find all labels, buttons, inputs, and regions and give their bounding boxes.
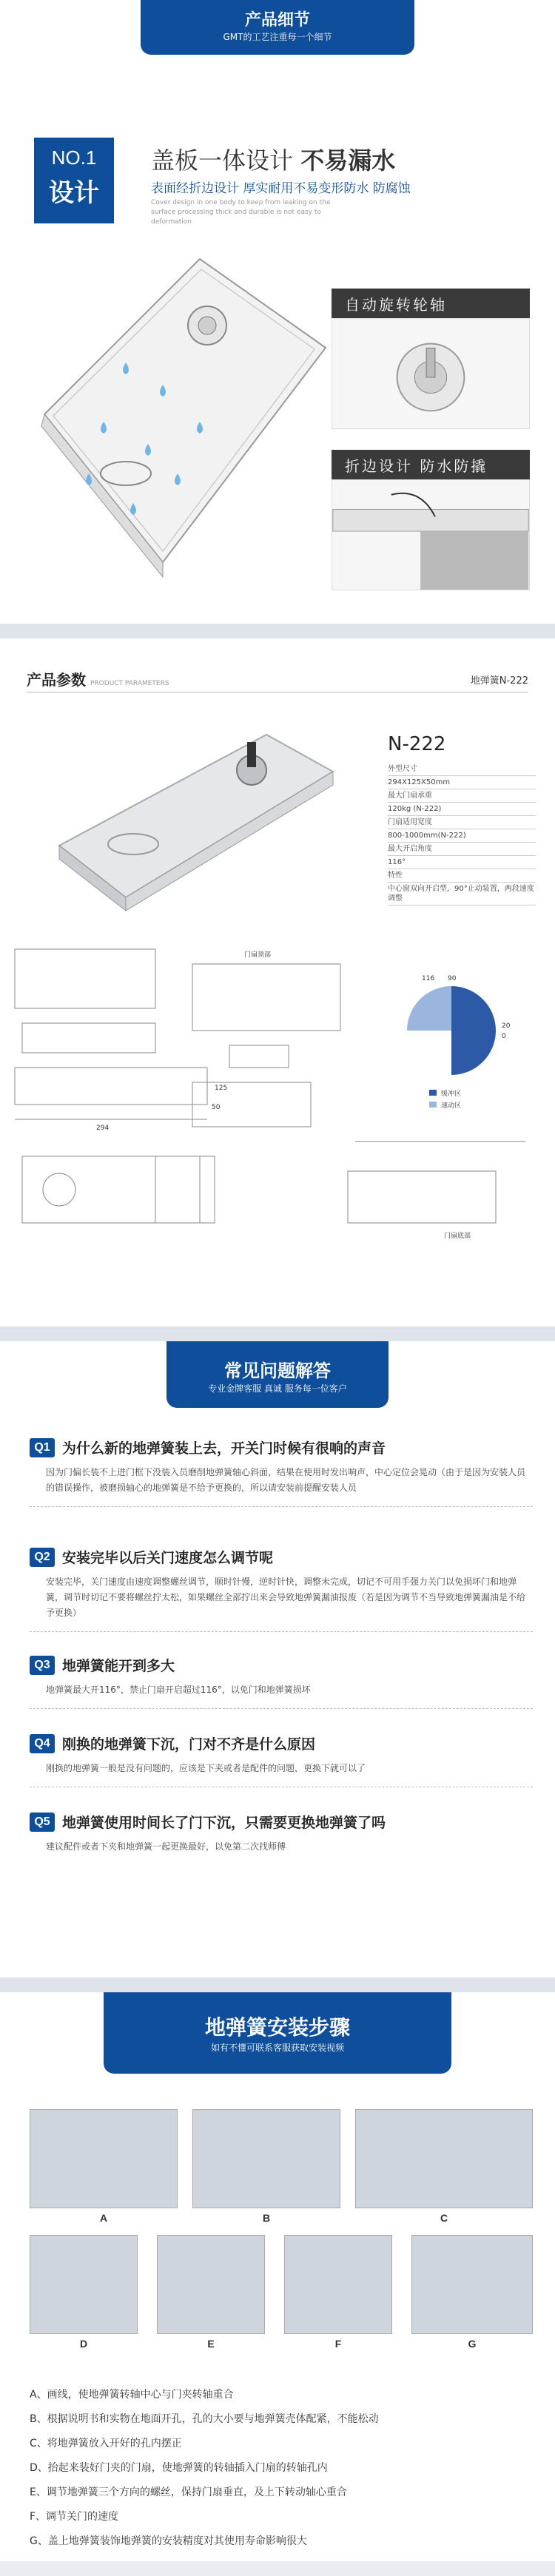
question-text: 地弹簧能开到多大 bbox=[62, 1658, 175, 1674]
spec-item: 中心窗双向开启型，90°止动装置，两段速度调整 bbox=[388, 883, 536, 906]
install-photo bbox=[30, 2109, 178, 2224]
cover-plate-illustration bbox=[15, 252, 333, 599]
section-banner bbox=[141, 0, 414, 55]
section-subtitle: 专业金牌客服 真诚 服务每一位客户 bbox=[208, 1383, 347, 1394]
divider bbox=[30, 1506, 533, 1507]
question-text: 地弹簧使用时间长了门下沉，只需要更换地弹簧了吗 bbox=[62, 1815, 386, 1831]
dimension-294: 294 bbox=[96, 1125, 110, 1132]
question-text: 刚换的地弹簧下沉，门对不齐是什么原因 bbox=[62, 1736, 316, 1753]
headline-part-b: 不易漏水 bbox=[300, 146, 396, 175]
spec-list bbox=[388, 763, 536, 906]
photo-label: F bbox=[334, 2338, 342, 2350]
install-step: D、抬起来装好门夹的门扇，使地弹簧的转轴插入门扇的转轴孔内 bbox=[30, 2462, 328, 2474]
feature-subheadline: 表面经折边设计 厚实耐用不易变形防水 防腐蚀 bbox=[151, 181, 411, 196]
spec-item: 外型尺寸 bbox=[388, 763, 536, 776]
faq-item bbox=[30, 1812, 533, 1855]
door-bottom-label: 门扇底部 bbox=[444, 1233, 471, 1240]
headline-part-a: 盖板一体设计 bbox=[151, 146, 301, 175]
faq-item bbox=[30, 1437, 533, 1507]
spec-item: 294X125X50mm bbox=[388, 776, 536, 789]
section-separator bbox=[0, 1977, 555, 1992]
section-subtitle: 如有不懂可联系客服获取安装视频 bbox=[210, 2043, 344, 2053]
divider bbox=[30, 1631, 533, 1632]
model-number: N-222 bbox=[388, 733, 446, 755]
section-banner bbox=[166, 1341, 388, 1408]
number-word: 设计 bbox=[49, 178, 99, 208]
answer-text: 安装完毕，关门速度由速度调整螺丝调节，顺时针慢，逆时针快，调整未完成，切记不可用手强力关门以免损坏门和地弹簧，调节时切记不要将螺丝拧太松，如果螺丝全部拧出来会导致地弹簧漏油报废（若是因为调节不当导致地弹簧漏油是不给予更换） bbox=[46, 1577, 526, 1618]
legend-speed: 速动区 bbox=[441, 1102, 462, 1110]
feature-headline bbox=[151, 142, 395, 176]
divider bbox=[30, 1708, 533, 1709]
faq-item bbox=[30, 1655, 533, 1709]
door-top-label: 门扇顶部 bbox=[244, 951, 272, 959]
spec-item: 116° bbox=[388, 856, 536, 869]
dimension-125: 125 bbox=[215, 1085, 228, 1092]
feature-english-caption: Cover design in one body to keep from leaking on the surface processing thick and durable is not easy to deformation bbox=[151, 199, 331, 226]
spec-item: 门扇适用宽度 bbox=[388, 816, 536, 829]
install-photo bbox=[157, 2235, 265, 2350]
axle-closeup-image bbox=[332, 318, 530, 429]
answer-text: 刚换的地弹簧一般是没有问题的，应该是下夹或者是配件的问题，更换下就可以了 bbox=[46, 1763, 366, 1773]
spec-item: 120kg (N-222) bbox=[388, 803, 536, 816]
question-badge: Q3 bbox=[30, 1656, 55, 1675]
angle-20: 20 bbox=[502, 1022, 511, 1030]
section-separator bbox=[0, 624, 555, 638]
install-photo bbox=[192, 2109, 340, 2224]
install-photo bbox=[411, 2235, 533, 2350]
install-step: F、调节关门的速度 bbox=[30, 2511, 119, 2523]
install-step: G、盖上地弹簧装饰地弹簧的安装精度对其使用寿命影响很大 bbox=[30, 2535, 307, 2547]
callout-rotating-axle: 自动旋转轮轴 bbox=[332, 289, 530, 319]
photo-label: G bbox=[468, 2338, 477, 2350]
faq-item bbox=[30, 1733, 533, 1787]
install-steps-list bbox=[30, 2383, 533, 2554]
install-step: A、画线，使地弹簧转轴中心与门夹转轴重合 bbox=[30, 2389, 234, 2401]
spec-item: 最大门扇承重 bbox=[388, 789, 536, 803]
photo-label: A bbox=[99, 2212, 108, 2224]
answer-text: 地弹簧最大开116°，禁止门扇开启超过116°，以免门和地弹簧损坏 bbox=[46, 1685, 311, 1695]
photo-label: B bbox=[262, 2212, 271, 2224]
spec-item: 特性 bbox=[388, 869, 536, 883]
spec-item: 最大开启角度 bbox=[388, 843, 536, 856]
angle-0: 0 bbox=[502, 1033, 506, 1040]
callout-folded-edge: 折边设计 防水防撬 bbox=[332, 450, 530, 480]
product-parameters-section bbox=[0, 638, 555, 1326]
question-badge: Q5 bbox=[30, 1813, 55, 1832]
install-photo bbox=[284, 2235, 392, 2350]
number-badge bbox=[34, 138, 114, 223]
faq-item bbox=[30, 1547, 533, 1632]
question-badge: Q4 bbox=[30, 1734, 55, 1753]
edge-closeup-image bbox=[332, 479, 530, 590]
product-details-section bbox=[0, 0, 555, 624]
install-photo-grid bbox=[30, 2109, 533, 2350]
answer-text: 建议配件或者下夹和地弹簧一起更换最好，以免第二次找师傅 bbox=[46, 1841, 286, 1852]
install-step: E、调节地弹簧三个方向的螺丝，保持门扇垂直，及上下转动轴心重合 bbox=[30, 2486, 347, 2498]
question-badge: Q2 bbox=[30, 1548, 55, 1567]
install-step: B、根据说明书和实物在地面开孔，孔的大小要与地弹簧壳体配紧，不能松动 bbox=[30, 2413, 379, 2425]
technical-drawings bbox=[7, 934, 548, 1304]
answer-text: 因为门偏长装不上进门框下没装入员磨削地弹簧轴心斜面，结果在使用时发出响声，中心定位会晃动（由于是因为安装人员的错误操作，被磨损轴心的地弹簧是不给予更换的，所以请安装前提醒安装人员 bbox=[46, 1467, 526, 1493]
faq-section bbox=[0, 1341, 555, 1977]
params-model-label: 地弹簧N-222 bbox=[470, 675, 528, 687]
floor-spring-product-image bbox=[44, 712, 340, 920]
spec-item: 800-1000mm(N-222) bbox=[388, 829, 536, 843]
section-title: 地弹簧安装步骤 bbox=[204, 2015, 350, 2040]
section-banner bbox=[104, 1992, 451, 2074]
installation-section bbox=[0, 1992, 555, 2561]
angle-90: 90 bbox=[448, 975, 457, 982]
photo-label: C bbox=[440, 2212, 448, 2224]
params-title-en: PRODUCT PARAMETERS bbox=[90, 680, 169, 687]
install-step: C、将地弹簧放入开好的孔内摆正 bbox=[30, 2438, 182, 2449]
angle-116: 116 bbox=[422, 975, 435, 982]
section-separator bbox=[0, 1326, 555, 1341]
photo-label: E bbox=[207, 2338, 215, 2350]
photo-label: D bbox=[79, 2338, 88, 2350]
params-title bbox=[27, 668, 169, 689]
install-photo bbox=[355, 2109, 533, 2224]
dimension-50: 50 bbox=[212, 1104, 221, 1111]
params-title-cn: 产品参数 bbox=[27, 671, 86, 689]
question-text: 为什么新的地弹簧装上去，开关门时候有很响的声音 bbox=[62, 1440, 386, 1457]
section-subtitle: GMT的工艺注重每一个细节 bbox=[223, 32, 332, 42]
number-label: NO.1 bbox=[51, 146, 97, 169]
question-badge: Q1 bbox=[30, 1438, 55, 1457]
section-title: 常见问题解答 bbox=[224, 1361, 331, 1381]
section-title: 产品细节 bbox=[244, 11, 310, 30]
install-photo bbox=[30, 2235, 138, 2350]
question-text: 安装完毕以后关门速度怎么调节呢 bbox=[62, 1550, 274, 1566]
legend-buffer: 缓冲区 bbox=[441, 1090, 462, 1098]
